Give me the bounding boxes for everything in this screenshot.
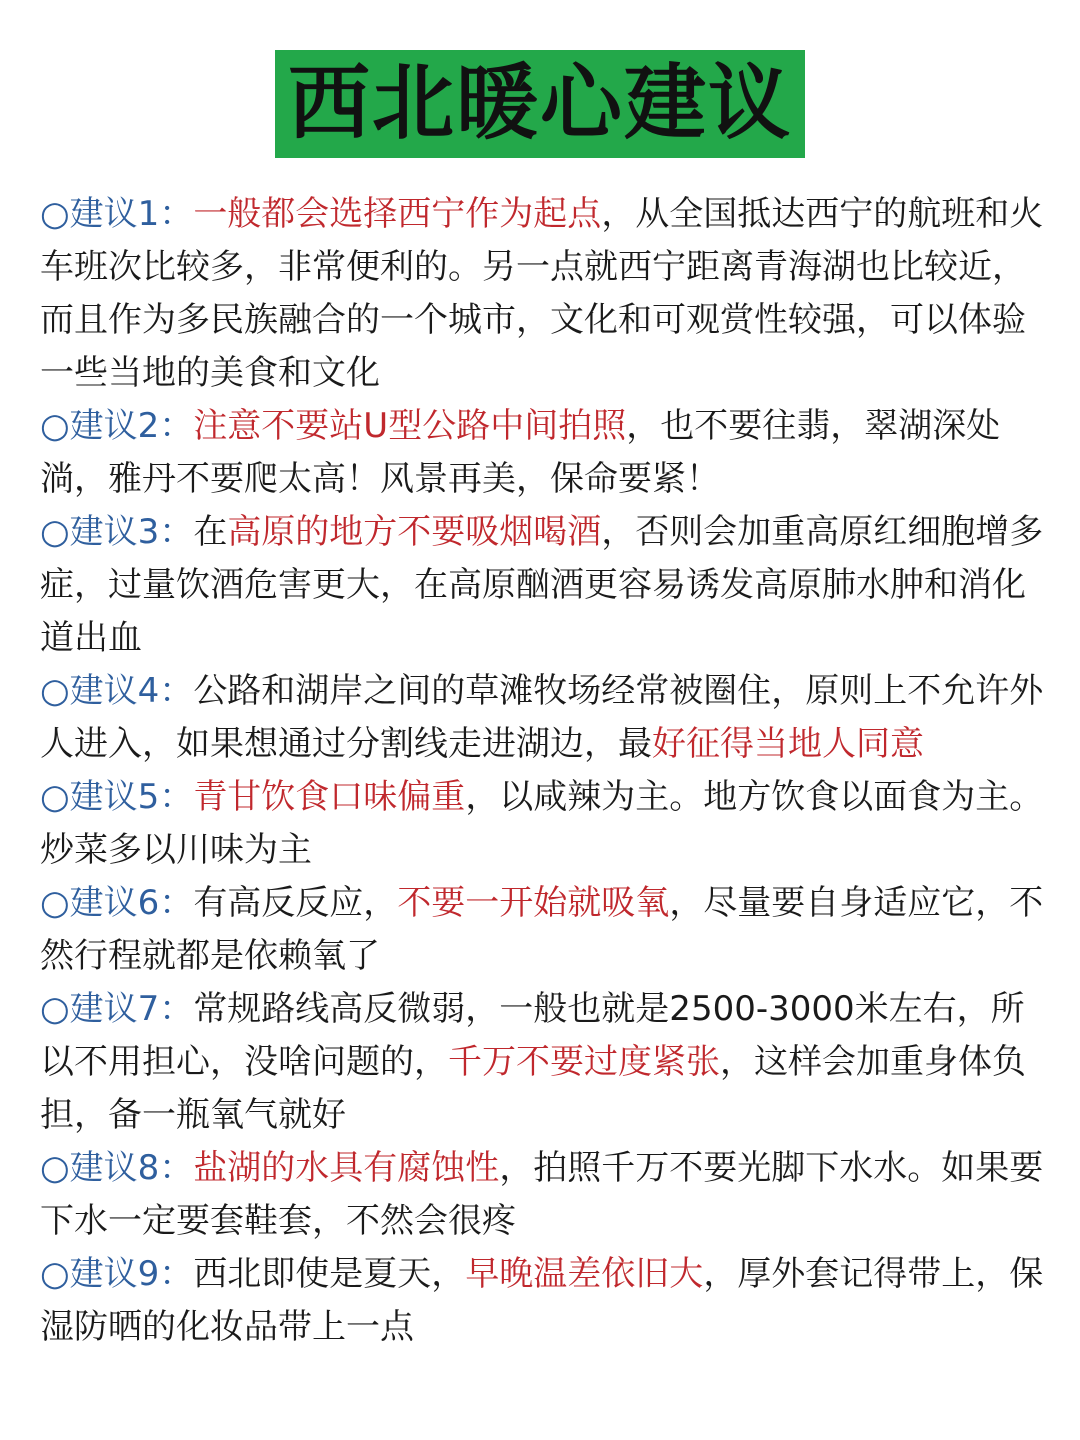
tips-list (40, 188, 1050, 1354)
tip-label: ○建议5： (40, 777, 194, 817)
tip-text: 公路和湖岸之间的草滩牧场经常被圈住，原则上不允许外人进入，如果想通过分割线走进湖边，最 (40, 671, 1044, 764)
tip-highlight: 盐湖的水具有腐蚀性 (193, 1148, 500, 1188)
tip-label: ○建议2： (40, 406, 194, 446)
tip-text: 西北即使是夏天， (193, 1254, 466, 1294)
tip-text: 有高反反应， (193, 883, 398, 923)
tip-label: ○建议9： (40, 1254, 194, 1294)
tip-text: ，否则会加重高原红细胞增多症，过量饮酒危害更大，在高原酗酒更容易诱发高原肺水肿和消化道出血 (40, 512, 1044, 658)
title-banner (275, 50, 805, 158)
tip-item (40, 665, 1050, 771)
tip-text: ，以咸辣为主。地方饮食以面食为主。炒菜多以川味为主 (40, 777, 1044, 870)
tip-item (40, 400, 1050, 506)
tip-label: ○建议6： (40, 883, 194, 923)
tip-highlight: 一般都会选择西宁作为起点 (193, 194, 602, 234)
tip-label: ○建议3： (40, 512, 194, 552)
tip-item (40, 1142, 1050, 1248)
tip-text: 在 (193, 512, 228, 552)
page-title: 西北暖心建议 (287, 56, 792, 151)
tip-highlight: 千万不要过度紧张 (448, 1042, 720, 1082)
tip-text: ，这样会加重身体负担，备一瓶氧气就好 (40, 1042, 1026, 1135)
tip-highlight: 青甘饮食口味偏重 (193, 777, 466, 817)
tip-item (40, 771, 1050, 877)
tip-label: ○建议7： (40, 989, 194, 1029)
tip-label: ○建议1： (40, 194, 194, 234)
tip-text: ，从全国抵达西宁的航班和火车班次比较多，非常便利的。另一点就西宁距离青海湖也比较近，而且作为多民族融合的一个城市，文化和可观赏性较强，可以体验一些当地的美食和文化 (40, 194, 1044, 393)
tip-highlight: 早晚温差依旧大 (465, 1254, 704, 1294)
tip-text: 常规路线高反微弱，一般也就是2500-3000米左右，所以不用担心，没啥问题的， (40, 989, 1025, 1082)
tip-item (40, 506, 1050, 665)
tip-item (40, 877, 1050, 983)
tip-label: ○建议4： (40, 671, 194, 711)
tip-item (40, 188, 1050, 400)
tip-highlight: 好征得当地人同意 (652, 724, 924, 764)
tip-item (40, 983, 1050, 1142)
tip-item (40, 1248, 1050, 1354)
tip-text: ，也不要往翡，翠湖深处淌，雅丹不要爬太高！风景再美，保命要紧！ (40, 406, 1001, 499)
tip-highlight: 注意不要站U型公路中间拍照 (193, 406, 627, 446)
tip-text: ，厚外套记得带上，保湿防晒的化妆品带上一点 (40, 1254, 1044, 1347)
tip-highlight: 高原的地方不要吸烟喝酒 (227, 512, 602, 552)
tip-label: ○建议8： (40, 1148, 194, 1188)
tip-text: ，尽量要自身适应它，不然行程就都是依赖氧了 (40, 883, 1044, 976)
tip-text: ，拍照千万不要光脚下水水。如果要下水一定要套鞋套，不然会很疼 (40, 1148, 1044, 1241)
tip-highlight: 不要一开始就吸氧 (397, 883, 670, 923)
